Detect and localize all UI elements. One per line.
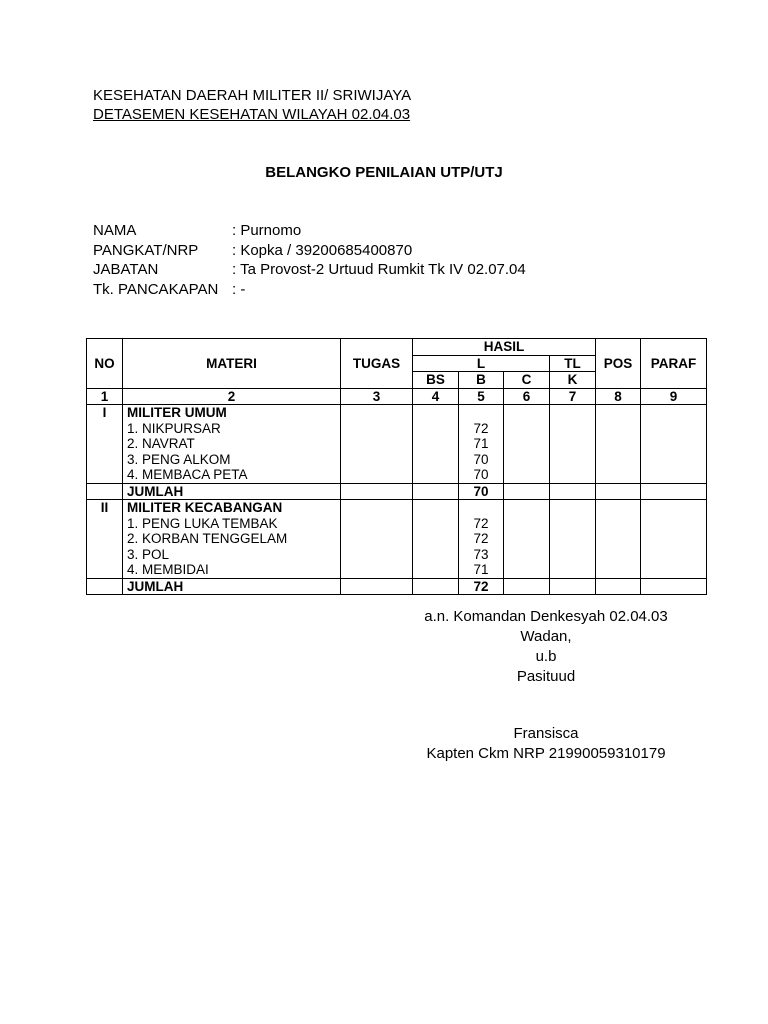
section-row <box>87 500 707 579</box>
cell-bs <box>413 500 459 579</box>
cell-paraf <box>641 405 707 484</box>
col-header-paraf: PARAF <box>641 339 707 389</box>
cell-c <box>504 500 550 579</box>
section-no-text: II <box>100 500 109 515</box>
cell-no <box>87 578 123 595</box>
signature-block <box>420 607 672 764</box>
list-item: 1. PENG LUKA TEMBAK <box>127 515 278 531</box>
section-title: MILITER UMUM <box>127 405 227 420</box>
col-header-tugas: TUGAS <box>341 339 413 389</box>
header-line-1: KESEHATAN DAERAH MILITER II/ SRIWIJAYA <box>93 87 412 104</box>
cell-k <box>550 405 596 484</box>
signature-line: Pasituud <box>516 668 576 685</box>
cell-k <box>550 483 596 500</box>
cell-paraf <box>641 500 707 579</box>
score-value: 72 <box>473 420 489 436</box>
col-header-hasil: HASIL <box>413 339 596 356</box>
info-label: PANGKAT/NRP <box>93 241 199 259</box>
info-row-pangkat <box>93 241 526 261</box>
signature-line: a.n. Komandan Denkesyah 02.04.03 <box>424 608 668 625</box>
cell-pos <box>596 405 641 484</box>
total-label: JUMLAH <box>123 578 341 595</box>
cell-tugas <box>341 578 413 595</box>
info-value: : Purnomo <box>232 222 302 239</box>
total-label: JUMLAH <box>123 483 341 500</box>
personal-info <box>93 221 526 299</box>
info-row-pancakapan <box>93 280 526 300</box>
col-header-l: L <box>413 355 550 372</box>
list-item: 2. NAVRAT <box>127 436 195 451</box>
col-number: 4 <box>413 388 459 405</box>
info-label: JABATAN <box>93 261 159 278</box>
cell-pos <box>596 578 641 595</box>
info-value: : Ta Provost-2 Urtuud Rumkit Tk IV 02.07.04 <box>232 261 526 278</box>
section-row <box>87 405 707 484</box>
col-number: 5 <box>459 388 504 405</box>
col-header-no: NO <box>87 339 123 389</box>
col-header-b: B <box>459 372 504 389</box>
col-number: 6 <box>504 388 550 405</box>
col-number: 8 <box>596 388 641 405</box>
info-value: : - <box>232 280 246 298</box>
cell-c <box>504 578 550 595</box>
cell-bs <box>413 578 459 595</box>
col-number: 3 <box>341 388 413 405</box>
total-row <box>87 578 707 595</box>
cell-tugas <box>341 405 413 484</box>
cell-paraf <box>641 578 707 595</box>
col-number: 7 <box>550 388 596 405</box>
cell-c <box>504 405 550 484</box>
col-header-bs: BS <box>413 372 459 389</box>
document-title: BELANGKO PENILAIAN UTP/UTJ <box>265 164 503 181</box>
score-value: 72 <box>473 531 489 546</box>
list-item: 4. MEMBACA PETA <box>127 467 248 482</box>
col-number: 9 <box>641 388 707 405</box>
info-row-jabatan <box>93 260 526 280</box>
signatory-rank: Kapten Ckm NRP 21990059310179 <box>426 745 666 762</box>
grade-table <box>86 338 707 595</box>
signatory-name: Fransisca <box>513 725 579 742</box>
list-item: 1. NIKPURSAR <box>127 420 221 436</box>
col-number: 2 <box>123 388 341 405</box>
info-label: Tk. PANCAKAPAN <box>93 280 219 298</box>
list-item: 2. KORBAN TENGGELAM <box>127 531 288 546</box>
col-header-materi: MATERI <box>123 339 341 389</box>
score-value: 72 <box>473 515 489 531</box>
list-item: 3. POL <box>127 546 170 562</box>
info-label: NAMA <box>93 222 137 239</box>
cell-paraf <box>641 483 707 500</box>
cell-tugas <box>341 500 413 579</box>
cell-pos <box>596 500 641 579</box>
col-header-k: K <box>550 372 596 389</box>
cell-no <box>87 483 123 500</box>
signature-line: u.b <box>535 648 557 665</box>
cell-pos <box>596 483 641 500</box>
total-row <box>87 483 707 500</box>
cell-bs <box>413 483 459 500</box>
cell-b-scores <box>459 405 504 484</box>
section-materi <box>123 405 341 484</box>
score-value: 71 <box>473 436 489 451</box>
section-no <box>87 405 123 484</box>
section-no <box>87 500 123 579</box>
info-value: : Kopka / 39200685400870 <box>232 241 413 259</box>
score-value: 70 <box>473 467 489 482</box>
section-no-text: I <box>102 405 107 420</box>
header-line-2: DETASEMEN KESEHATAN WILAYAH 02.04.03 <box>93 106 411 123</box>
cell-k <box>550 578 596 595</box>
info-row-nama <box>93 221 526 241</box>
score-value: 73 <box>473 546 489 562</box>
list-item: 4. MEMBIDAI <box>127 562 209 577</box>
cell-c <box>504 483 550 500</box>
list-item: 3. PENG ALKOM <box>127 451 231 467</box>
cell-bs <box>413 405 459 484</box>
total-value: 70 <box>459 483 504 500</box>
section-title: MILITER KECABANGAN <box>127 500 283 515</box>
column-number-row <box>87 388 707 405</box>
total-value: 72 <box>459 578 504 595</box>
col-header-tl: TL <box>550 355 596 372</box>
section-materi <box>123 500 341 579</box>
cell-k <box>550 500 596 579</box>
signature-line: Wadan, <box>520 628 572 645</box>
cell-tugas <box>341 483 413 500</box>
score-value: 70 <box>473 451 489 467</box>
score-value: 71 <box>473 562 489 577</box>
col-header-pos: POS <box>596 339 641 389</box>
col-number: 1 <box>87 388 123 405</box>
col-header-c: C <box>504 372 550 389</box>
cell-b-scores <box>459 500 504 579</box>
